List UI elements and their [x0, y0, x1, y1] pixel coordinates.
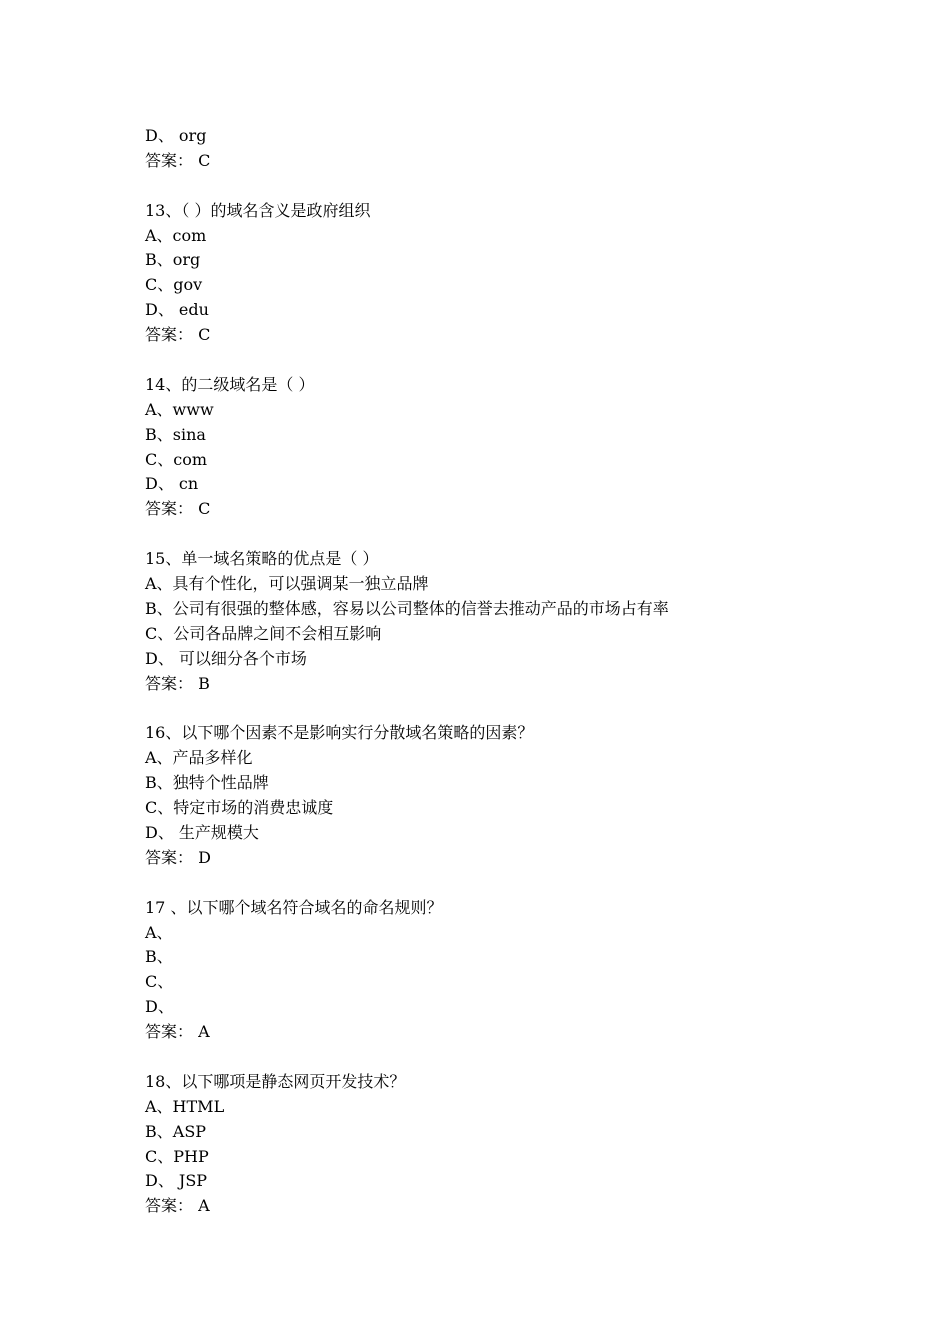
option-d: D、 org [145, 126, 207, 145]
question-text: 17 、以下哪个域名符合域名的命名规则？ [145, 897, 443, 917]
option-a: A、 [145, 922, 173, 942]
question-text: 15、单一域名策略的优点是（ ） [145, 549, 379, 569]
option-d: D、 JSP [145, 1171, 208, 1191]
option-c: C、公司各品牌之间不会相互影响 [145, 623, 382, 643]
question-17 [145, 896, 845, 1045]
option-c: C、com [145, 449, 208, 469]
option-d: D、 cn [145, 474, 199, 494]
option-c: C、PHP [145, 1146, 209, 1166]
option-d: D、 [145, 997, 174, 1017]
spacer [145, 522, 845, 547]
answer-line: 答案： A [145, 1196, 210, 1216]
option-b: B、 [145, 947, 173, 967]
question-18 [145, 1070, 845, 1219]
option-a: A、产品多样化 [145, 748, 253, 768]
answer-line: 答案： C [145, 150, 211, 170]
option-c: C、特定市场的消费忠诚度 [145, 798, 334, 818]
question-16 [145, 721, 845, 870]
spacer [145, 696, 845, 721]
spacer [145, 1045, 845, 1070]
option-a: A、com [145, 225, 207, 245]
spacer [145, 174, 845, 199]
option-b: B、org [145, 250, 201, 270]
option-d: D、 edu [145, 300, 209, 320]
spacer [145, 871, 845, 896]
answer-line: 答案： D [145, 847, 211, 867]
option-b: B、公司有很强的整体感，容易以公司整体的信誉去推动产品的市场占有率 [145, 598, 669, 618]
question-text: 13、（ ）的域名含义是政府组织 [145, 200, 371, 220]
option-d: D、 可以细分各个市场 [145, 648, 307, 668]
answer-line: 答案： B [145, 673, 210, 693]
option-c: C、 [145, 972, 174, 992]
option-d: D、 生产规模大 [145, 822, 259, 842]
question-15 [145, 547, 845, 696]
document-page [145, 124, 845, 1219]
option-c: C、gov [145, 275, 203, 295]
option-b: B、sina [145, 424, 206, 444]
answer-line: 答案： A [145, 1022, 210, 1042]
question-text: 18、以下哪项是静态网页开发技术？ [145, 1071, 406, 1091]
question-text: 14、的二级域名是（ ） [145, 374, 315, 394]
option-b: B、ASP [145, 1121, 207, 1141]
answer-line: 答案： C [145, 325, 211, 345]
answer-line: 答案： C [145, 499, 211, 519]
option-b: B、独特个性品牌 [145, 773, 269, 793]
option-a: A、www [145, 399, 214, 419]
question-13 [145, 199, 845, 348]
option-a: A、具有个性化，可以强调某一独立品牌 [145, 574, 429, 594]
option-a: A、HTML [145, 1096, 225, 1116]
carryover-block [145, 124, 845, 174]
spacer [145, 348, 845, 373]
question-text: 16、以下哪个因素不是影响实行分散域名策略的因素？ [145, 723, 534, 743]
question-14 [145, 373, 845, 522]
